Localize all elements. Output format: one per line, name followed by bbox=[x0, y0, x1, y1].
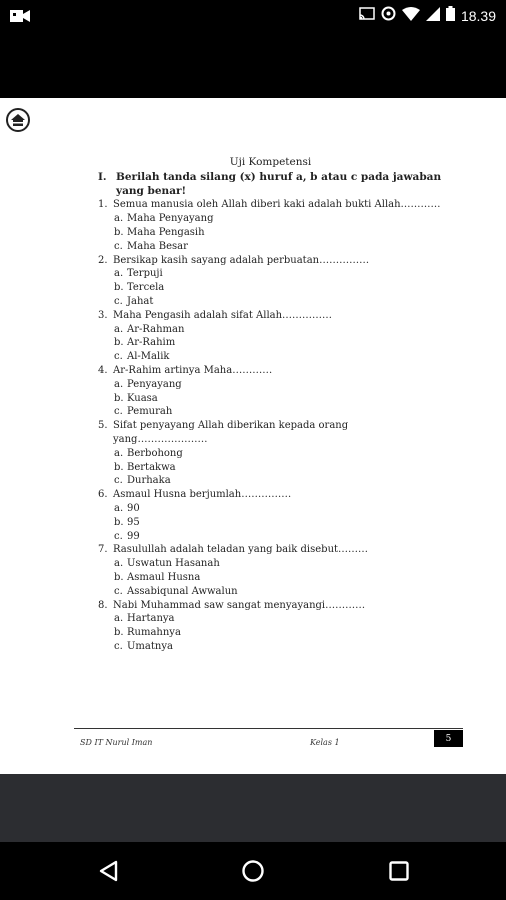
footer-class: Kelas 1 bbox=[310, 738, 340, 747]
page-number: 5 bbox=[434, 730, 463, 747]
cast-icon bbox=[359, 6, 375, 25]
app-toolbar bbox=[0, 32, 506, 98]
option-text: Pemurah bbox=[127, 406, 173, 418]
option-text: Tercela bbox=[127, 282, 165, 294]
option-letter: b. bbox=[114, 516, 124, 528]
option-letter: c. bbox=[114, 295, 123, 307]
option-letter: c. bbox=[114, 240, 123, 252]
option-text: Penyayang bbox=[127, 378, 182, 390]
instruction-number: I. bbox=[98, 170, 107, 183]
answer-option[interactable] bbox=[98, 516, 443, 530]
option-letter: b. bbox=[114, 282, 124, 294]
option-letter: b. bbox=[114, 461, 124, 473]
option-letter: a. bbox=[114, 378, 124, 390]
navigation-bar bbox=[0, 842, 506, 900]
option-letter: a. bbox=[114, 268, 124, 280]
question-number: 7. bbox=[98, 544, 108, 556]
option-text: Maha Besar bbox=[127, 240, 188, 252]
question-number: 6. bbox=[98, 489, 108, 501]
document-page[interactable] bbox=[0, 98, 506, 774]
answer-option[interactable] bbox=[98, 585, 443, 599]
answer-option[interactable] bbox=[98, 461, 443, 475]
option-text: Maha Penyayang bbox=[127, 213, 214, 225]
option-text: Bertakwa bbox=[127, 461, 176, 473]
question bbox=[98, 488, 443, 502]
option-letter: b. bbox=[114, 337, 124, 349]
answer-option[interactable] bbox=[98, 405, 443, 419]
option-letter: c. bbox=[114, 530, 123, 542]
status-bar bbox=[0, 0, 506, 32]
answer-option[interactable] bbox=[98, 281, 443, 295]
question-text: Semua manusia oleh Allah diberi kaki adalah bukti Allah………… bbox=[113, 199, 441, 211]
answer-option[interactable] bbox=[98, 267, 443, 281]
answer-option[interactable] bbox=[98, 626, 443, 640]
question-number: 8. bbox=[98, 599, 108, 611]
answer-option[interactable] bbox=[98, 295, 443, 309]
option-letter: b. bbox=[114, 392, 124, 404]
question-text: Maha Pengasih adalah sifat Allah…………… bbox=[113, 309, 333, 321]
home-nav-button[interactable] bbox=[241, 859, 265, 883]
option-letter: a. bbox=[114, 558, 124, 570]
option-letter: c. bbox=[114, 406, 123, 418]
option-text: Asmaul Husna bbox=[127, 571, 201, 583]
option-letter: a. bbox=[114, 613, 124, 625]
video-camera-icon bbox=[10, 8, 30, 22]
question-number: 3. bbox=[98, 309, 108, 321]
answer-option[interactable] bbox=[98, 447, 443, 461]
answer-option[interactable] bbox=[98, 226, 443, 240]
option-letter: b. bbox=[114, 627, 124, 639]
option-text: 99 bbox=[127, 530, 140, 542]
answer-option[interactable] bbox=[98, 530, 443, 544]
answer-option[interactable] bbox=[98, 240, 443, 254]
option-letter: c. bbox=[114, 351, 123, 363]
option-text: Umatnya bbox=[127, 640, 173, 652]
option-text: Terpuji bbox=[127, 268, 163, 280]
question bbox=[98, 364, 443, 378]
home-button[interactable] bbox=[6, 108, 30, 132]
option-text: Uswatun Hasanah bbox=[127, 558, 220, 570]
back-button[interactable] bbox=[97, 859, 121, 883]
answer-option[interactable] bbox=[98, 502, 443, 516]
option-text: Assabiqunal Awwalun bbox=[127, 585, 238, 597]
option-text: Hartanya bbox=[127, 613, 175, 625]
option-text: Jahat bbox=[127, 295, 154, 307]
question-text: Bersikap kasih sayang adalah perbuatan…………… bbox=[113, 254, 370, 266]
question-number: 2. bbox=[98, 254, 108, 266]
option-letter: a. bbox=[114, 213, 124, 225]
recents-icon bbox=[387, 859, 411, 883]
answer-option[interactable] bbox=[98, 378, 443, 392]
option-text: Kuasa bbox=[127, 392, 158, 404]
option-text: Al-Malik bbox=[127, 351, 170, 363]
answer-option[interactable] bbox=[98, 323, 443, 337]
option-text: Ar-Rahim bbox=[127, 337, 176, 349]
option-text: Rumahnya bbox=[127, 627, 181, 639]
answer-option[interactable] bbox=[98, 336, 443, 350]
option-letter: c. bbox=[114, 475, 123, 487]
question-number: 5. bbox=[98, 420, 108, 432]
page-title: Uji Kompetensi bbox=[229, 156, 312, 168]
question-text: Nabi Muhammad saw sangat menyayangi………… bbox=[113, 599, 366, 611]
question bbox=[98, 419, 443, 447]
question bbox=[98, 599, 443, 613]
option-letter: b. bbox=[114, 226, 124, 238]
answer-option[interactable] bbox=[98, 571, 443, 585]
option-text: Ar-Rahman bbox=[127, 323, 185, 335]
question-number: 1. bbox=[98, 199, 108, 211]
worksheet bbox=[98, 156, 443, 654]
option-letter: b. bbox=[114, 571, 124, 583]
option-letter: a. bbox=[114, 323, 124, 335]
recents-button[interactable] bbox=[387, 859, 411, 883]
option-letter: c. bbox=[114, 640, 123, 652]
footer-divider bbox=[74, 728, 463, 729]
instruction-text: Berilah tanda silang (x) huruf a, b atau c pada jawaban yang benar! bbox=[116, 170, 442, 197]
back-icon bbox=[97, 859, 121, 883]
home-circle-icon bbox=[241, 859, 265, 883]
option-text: Durhaka bbox=[127, 475, 171, 487]
question-number: 4. bbox=[98, 364, 108, 376]
question-text: Sifat penyayang Allah diberikan kepada orang yang………………… bbox=[113, 420, 349, 445]
option-text: Maha Pengasih bbox=[127, 226, 205, 238]
battery-icon bbox=[446, 6, 455, 25]
wifi-icon bbox=[402, 6, 420, 25]
viewer-background bbox=[0, 774, 506, 842]
answer-option[interactable] bbox=[98, 212, 443, 226]
cell-signal-icon bbox=[426, 6, 440, 25]
option-letter: c. bbox=[114, 585, 123, 597]
question bbox=[98, 198, 443, 212]
answer-option[interactable] bbox=[98, 557, 443, 571]
answer-option[interactable] bbox=[98, 612, 443, 626]
question bbox=[98, 309, 443, 323]
question-text: Rasulullah adalah teladan yang baik disebut……… bbox=[113, 544, 369, 556]
question-text: Asmaul Husna berjumlah…………… bbox=[113, 489, 292, 501]
option-text: Berbohong bbox=[127, 447, 183, 459]
footer-school: SD IT Nurul Iman bbox=[80, 738, 153, 747]
data-saver-icon bbox=[381, 6, 396, 25]
question bbox=[98, 543, 443, 557]
answer-option[interactable] bbox=[98, 474, 443, 488]
option-text: 95 bbox=[127, 516, 140, 528]
option-text: 90 bbox=[127, 502, 140, 514]
question-text: Ar-Rahim artinya Maha………… bbox=[113, 364, 273, 376]
option-letter: a. bbox=[114, 502, 124, 514]
option-letter: a. bbox=[114, 447, 124, 459]
home-icon bbox=[11, 114, 25, 126]
answer-option[interactable] bbox=[98, 392, 443, 406]
answer-option[interactable] bbox=[98, 640, 443, 654]
answer-option[interactable] bbox=[98, 350, 443, 364]
clock: 18.39 bbox=[460, 7, 496, 24]
instruction bbox=[98, 171, 443, 199]
question bbox=[98, 254, 443, 268]
